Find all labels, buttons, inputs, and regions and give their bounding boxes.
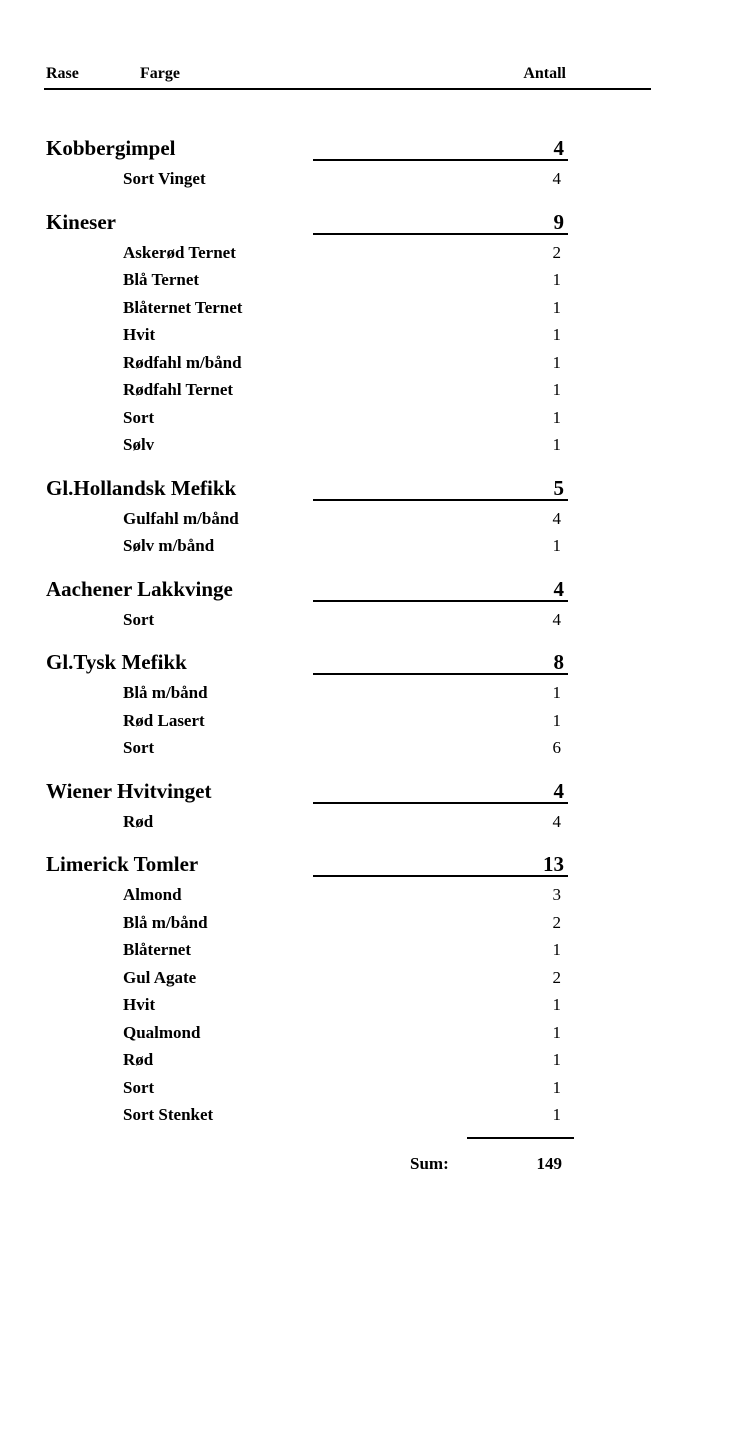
breed-total: 13 xyxy=(543,852,564,876)
breed-total: 8 xyxy=(553,650,564,674)
color-row xyxy=(0,376,753,404)
breed-total: 9 xyxy=(553,209,564,234)
color-name: Rød xyxy=(123,811,154,831)
breed-name: Wiener Hvitvinget xyxy=(46,778,212,803)
color-row xyxy=(0,808,753,836)
color-count: 3 xyxy=(552,885,561,904)
color-count: 4 xyxy=(552,169,561,188)
color-name: Sort Vinget xyxy=(123,169,206,188)
breed-header xyxy=(0,205,753,239)
color-row xyxy=(0,964,753,992)
color-count: 1 xyxy=(552,325,561,344)
color-name: Rød Lasert xyxy=(123,710,205,730)
color-name: Blå Ternet xyxy=(123,270,200,289)
color-count: 1 xyxy=(552,683,561,702)
sum-label: Sum: xyxy=(410,1153,449,1173)
color-count: 1 xyxy=(552,407,561,427)
color-row xyxy=(0,532,753,560)
color-row xyxy=(0,881,753,909)
color-count: 1 xyxy=(552,297,561,317)
breed-header xyxy=(0,572,753,606)
color-name: Blåternet Ternet xyxy=(123,297,243,317)
color-count: 1 xyxy=(552,1105,561,1124)
color-count: 1 xyxy=(552,940,561,959)
color-row xyxy=(0,1046,753,1074)
sum-divider xyxy=(467,1137,574,1139)
color-name: Blå m/bånd xyxy=(123,912,208,932)
column-header-antall: Antall xyxy=(523,65,566,82)
color-count: 1 xyxy=(552,435,561,454)
breed-total: 4 xyxy=(553,576,564,601)
color-name: Rød xyxy=(123,1050,154,1069)
color-name: Gul Agate xyxy=(123,967,197,987)
breed-name: Gl.Hollandsk Mefikk xyxy=(46,475,237,500)
color-count: 1 xyxy=(552,1050,561,1069)
color-count: 4 xyxy=(552,508,561,528)
color-name: Almond xyxy=(123,885,182,904)
summary-section xyxy=(0,1129,753,1189)
color-count: 1 xyxy=(552,1077,561,1097)
color-name: Sort xyxy=(123,407,155,427)
color-name: Sort Stenket xyxy=(123,1105,214,1124)
color-count: 1 xyxy=(552,536,561,555)
color-count: 2 xyxy=(552,967,561,987)
color-row xyxy=(0,266,753,294)
color-row xyxy=(0,909,753,937)
color-row xyxy=(0,239,753,267)
color-name: Blå m/bånd xyxy=(123,683,208,702)
column-header-rase: Rase xyxy=(46,65,79,82)
color-count: 6 xyxy=(552,738,561,757)
color-count: 1 xyxy=(552,710,561,730)
color-count: 1 xyxy=(552,380,561,399)
breed-header xyxy=(0,645,753,679)
color-row xyxy=(0,936,753,964)
color-row xyxy=(0,294,753,322)
color-name: Sort xyxy=(123,609,155,629)
breed-group xyxy=(0,572,753,634)
color-row xyxy=(0,321,753,349)
breed-total: 5 xyxy=(553,475,564,500)
color-name: Hvit xyxy=(123,325,156,344)
breed-name: Gl.Tysk Mefikk xyxy=(46,650,187,674)
breed-group xyxy=(0,131,753,193)
color-count: 4 xyxy=(552,609,561,629)
color-row xyxy=(0,1074,753,1102)
color-row xyxy=(0,606,753,634)
color-name: Sort xyxy=(123,1077,155,1097)
color-name: Gulfahl m/bånd xyxy=(123,508,239,528)
color-row xyxy=(0,505,753,533)
color-name: Blåternet xyxy=(123,940,191,959)
breed-header xyxy=(0,774,753,808)
color-row xyxy=(0,734,753,762)
color-name: Rødfahl m/bånd xyxy=(123,352,242,372)
breed-total: 4 xyxy=(553,778,564,803)
breed-group xyxy=(0,205,753,459)
report-body xyxy=(0,131,753,1189)
color-row xyxy=(0,1019,753,1047)
color-row xyxy=(0,991,753,1019)
breed-name: Aachener Lakkvinge xyxy=(46,576,233,601)
color-count: 2 xyxy=(552,242,561,262)
color-row xyxy=(0,707,753,735)
color-name: Hvit xyxy=(123,995,156,1014)
color-count: 1 xyxy=(552,1022,561,1042)
breed-groups xyxy=(0,131,753,1129)
color-row xyxy=(0,679,753,707)
color-count: 1 xyxy=(552,995,561,1014)
color-name: Askerød Ternet xyxy=(123,242,236,262)
breed-total: 4 xyxy=(553,136,564,160)
color-row xyxy=(0,431,753,459)
breed-group xyxy=(0,774,753,836)
color-name: Qualmond xyxy=(123,1022,201,1042)
color-name: Sølv xyxy=(123,435,155,454)
color-name: Sølv m/bånd xyxy=(123,536,215,555)
color-count: 1 xyxy=(552,270,561,289)
column-header-farge: Farge xyxy=(140,65,180,82)
breed-name: Kobbergimpel xyxy=(46,136,176,160)
header-divider xyxy=(44,88,651,90)
breed-name: Kineser xyxy=(46,209,116,234)
color-count: 2 xyxy=(552,912,561,932)
color-name: Sort xyxy=(123,738,155,757)
color-row xyxy=(0,1101,753,1129)
color-row xyxy=(0,349,753,377)
sum-value: 149 xyxy=(536,1153,562,1173)
breed-header xyxy=(0,131,753,165)
breed-header xyxy=(0,471,753,505)
color-row xyxy=(0,165,753,193)
breed-name: Limerick Tomler xyxy=(46,852,199,876)
color-count: 1 xyxy=(552,352,561,372)
breed-header xyxy=(0,847,753,881)
breed-group xyxy=(0,645,753,762)
breed-group xyxy=(0,847,753,1129)
breed-group xyxy=(0,471,753,560)
color-row xyxy=(0,404,753,432)
color-count: 4 xyxy=(552,811,561,831)
color-name: Rødfahl Ternet xyxy=(123,380,234,399)
